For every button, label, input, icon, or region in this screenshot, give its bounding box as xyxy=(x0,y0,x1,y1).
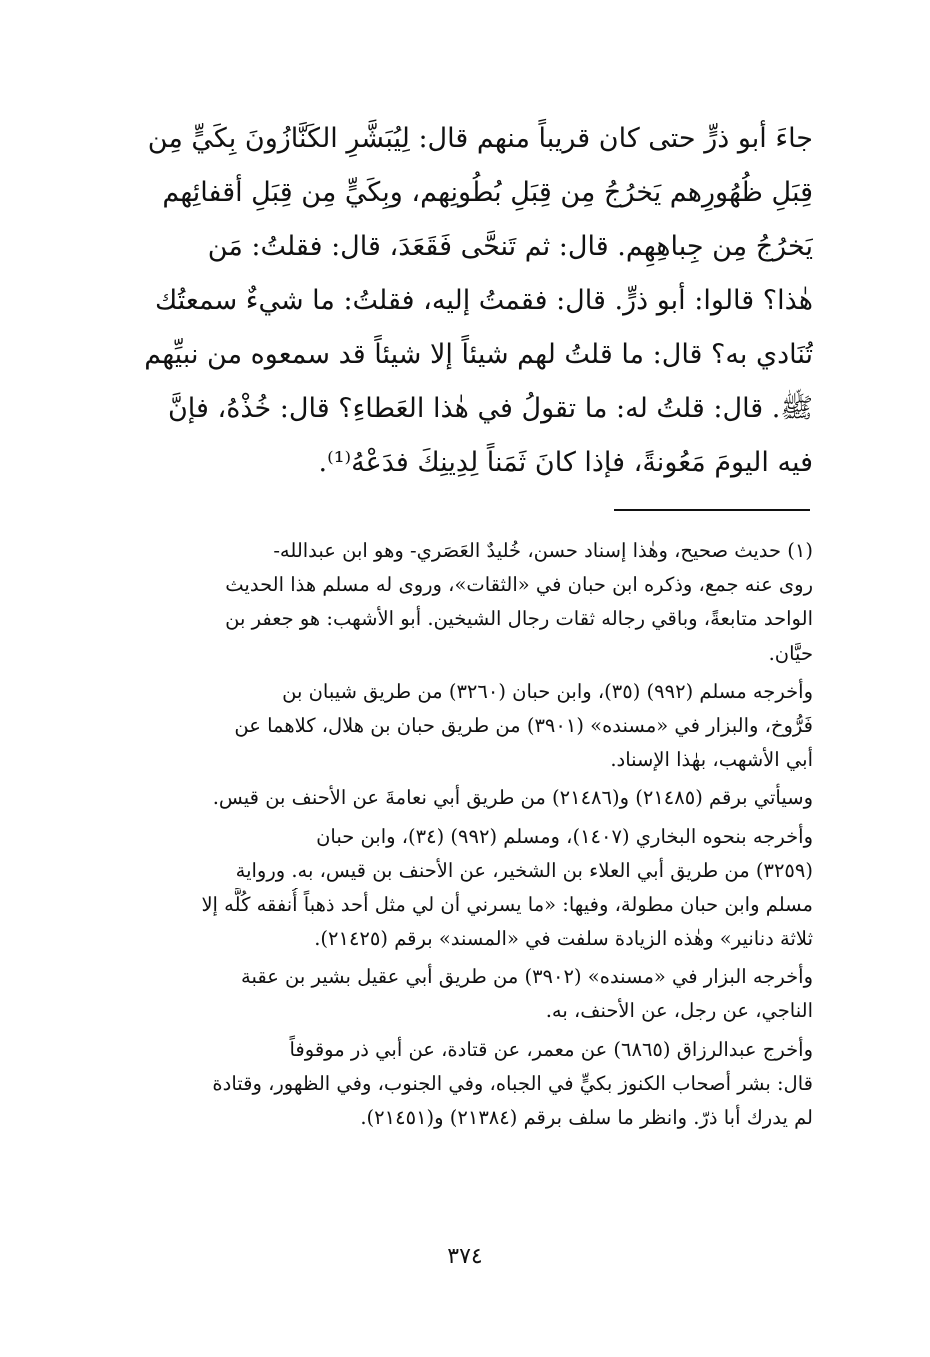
main-text-line: ﷺ. قال: قلتُ له: ما تقولُ في هٰذا العَطاءِ؟ قال: خُذْهُ، فإنَّ xyxy=(167,393,813,424)
footnote-line: وأخرجه مسلم (٩٩٢) (٣٥)، وابن حبان (٣٢٦٠) من طريق شيبان بن xyxy=(282,679,813,703)
main-text-line: يَخرُجُ مِن جِباهِهِم. قال: ثم تَنحَّى فَقَعَدَ، قال: فقلتُ: مَن xyxy=(207,231,813,262)
footnote-line: وأخرجه بنحوه البخاري (١٤٠٧)، ومسلم (٩٩٢) (٣٤)، وابن حبان xyxy=(316,824,813,848)
footnote-line: قال: بشر أصحاب الكنوز بكيٍّ في الجباه، وفي الجنوب، وفي الظهور، وقتادة xyxy=(212,1071,813,1095)
footnote-paragraph xyxy=(108,960,813,1028)
footnote-line: أبي الأشهب، بهٰذا الإسناد. xyxy=(610,748,813,772)
footnote-line: فَرُّوخ، والبزار في «مسنده» (٣٩٠١) من طريق حبان بن هلال، كلاهما عن xyxy=(234,713,813,737)
main-text-line: تُنَادي به؟ قال: ما قلتُ لهم شيئاً إلا شيئاً قد سمعوه من نبيِّهم xyxy=(144,339,813,370)
footnote-paragraph xyxy=(108,534,813,671)
main-text-block xyxy=(108,112,813,490)
footnote-line: (١) حديث صحيح، وهٰذا إسناد حسن، خُليدٌ العَصَري- وهو ابن عبدالله- xyxy=(273,539,813,562)
page-number: ٣٧٤ xyxy=(447,1244,483,1269)
footnote-divider xyxy=(614,509,810,511)
main-text-line: هٰذا؟ قالوا: أبو ذرٍّ. قال: فقمتُ إليه، فقلتُ: ما شيءٌ سمعتُك xyxy=(155,285,813,316)
footnote-line: (٣٢٥٩) من طريق أبي العلاء بن الشخير، عن الأحنف بن قيس، به. ورواية xyxy=(235,858,813,882)
footnote-paragraph xyxy=(108,1033,813,1136)
footnote-paragraph xyxy=(108,781,813,815)
footnote-line: وأخرجه البزار في «مسنده» (٣٩٠٢) من طريق أبي عقيل بشير بن عقبة xyxy=(240,965,813,989)
footnotes-block xyxy=(108,534,813,1139)
footnote-line: حيَّان. xyxy=(768,641,813,665)
main-text-line: فيه اليومَ مَعُونةً، فإذا كانَ ثَمَناً لِدِينِكَ فدَعْهُ⁽¹⁾. xyxy=(318,447,813,478)
footnote-line: مسلم وابن حبان مطولة، وفيها: «ما يسرني أن لي مثل أحد ذهباً أُنفقه كُلَّه إلا xyxy=(201,892,813,916)
footnote-line: ثلاثة دنانير» وهٰذه الزيادة سلفت في «المسند» برقم (٢١٤٢٥). xyxy=(314,927,813,951)
footnote-line: الواحد متابعةً، وباقي رجاله ثقات رجال الشيخين. أبو الأشهب: هو جعفر بن xyxy=(225,607,813,631)
footnote-line: لم يدرك أبا ذرّ. وانظر ما سلف برقم (٢١٣٨٤) و(٢١٤٥١). xyxy=(360,1106,813,1129)
footnote-line: وسيأتي برقم (٢١٤٨٥) و(٢١٤٨٦) من طريق أبي نعامةَ عن الأحنف بن قيس. xyxy=(212,786,813,810)
main-text-line: قِبَلِ ظُهُورِهم يَخرُجُ مِن قِبَلِ بُطُونِهم، وبِكَيٍّ مِن قِبَلِ أقفائِهم xyxy=(162,177,813,208)
footnote-line: وأخرج عبدالرزاق (٦٨٦٥) عن معمر، عن قتادة، عن أبي ذر موقوفاً xyxy=(289,1037,813,1061)
main-text-line: جاءَ أبو ذرٍّ حتى كان قريباً منهم قال: لِيُبَشَّرِ الكَنَّازُونَ بِكَيٍّ مِن xyxy=(147,123,813,154)
footnote-line: روى عنه جمع، وذكره ابن حبان في «الثقات»، وروى له مسلم هذا الحديث xyxy=(225,573,813,597)
footnote-paragraph xyxy=(108,820,813,957)
footnote-paragraph xyxy=(108,675,813,778)
footnote-line: الناجي، عن رجل، عن الأحنف، به. xyxy=(545,999,813,1023)
